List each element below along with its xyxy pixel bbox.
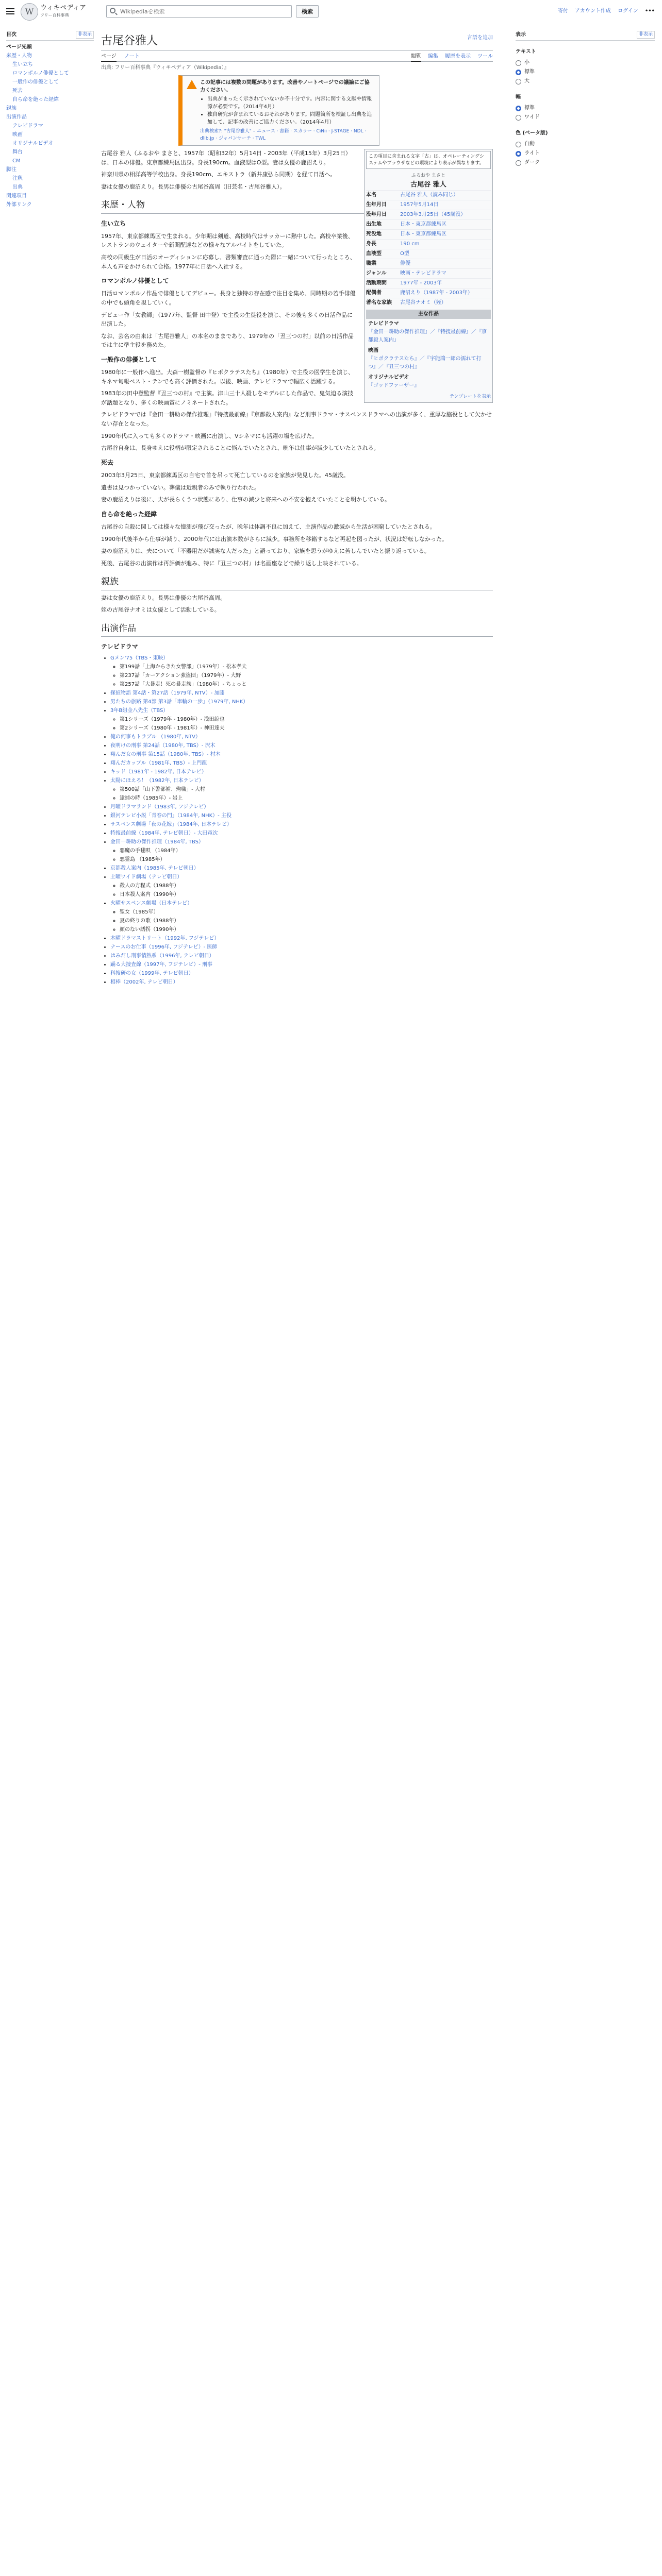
tv-work-title[interactable]: 科捜研の女（1999年, テレビ朝日）: [110, 971, 194, 977]
infobox-key: 本名: [366, 192, 376, 198]
infobox-row: [366, 219, 491, 229]
paragraph: 姪の古尾谷ナオミは女優として活動している。: [101, 606, 220, 614]
toc-item[interactable]: 注釈: [12, 176, 23, 181]
tv-work-subitem: ◦ 第2シリーズ（1980年 - 1981年）- 神田達夫: [120, 724, 493, 733]
site-header: [0, 0, 662, 27]
tv-work-subitem: ◦ 第1シリーズ（1979年 - 1980年）- 浅田諒也: [120, 715, 493, 724]
tv-work-title[interactable]: Gメン'75（TBS・東映）: [110, 655, 169, 662]
toc-item[interactable]: ロマンポルノ俳優として: [12, 71, 69, 76]
infobox-row: [366, 239, 491, 249]
infobox-key: 死没地: [366, 231, 382, 238]
tv-work-title[interactable]: キッド（1981年 - 1982年, 日本テレビ）: [110, 769, 207, 775]
infobox-row: [366, 229, 491, 239]
tv-work-title[interactable]: 土曜ワイド劇場（テレビ朝日）: [110, 874, 183, 880]
radio-label: 標準: [524, 105, 535, 111]
tagline: フリー百科事典: [40, 13, 69, 18]
tv-work-item: [110, 698, 493, 706]
paragraph: 妻の鹿沼えりは後に、夫が長らくうつ状態にあり、仕事の減少と将来への不安を抱えていたことを明かしている。: [101, 496, 390, 503]
tv-work-subitem: ◦ 殺人の方程式（1988年）: [120, 882, 493, 890]
tv-work-item: [110, 838, 493, 864]
infobox-key: 血液型: [366, 251, 382, 257]
radio-icon[interactable]: [516, 106, 521, 111]
tv-work-subitem: ◦ 逮捕の時（1985年）- 岩上: [120, 794, 493, 803]
tv-work-subitem: ◦ 第257話「大暴走！死の暴走族」（1980年）- ちょっと: [120, 680, 493, 689]
tab-edit[interactable]: 編集: [427, 54, 438, 59]
paragraph: 1957年、東京都練馬区で生まれる。少年期は剣道、高校時代はサッカーに熱中した。高校卒業後、レストランのウェイターや新聞配達などの様々なアルバイトをしていた。: [101, 232, 354, 249]
text-size-section: [516, 48, 655, 86]
color-option[interactable]: [516, 149, 655, 158]
toc-item[interactable]: 映画: [12, 132, 23, 138]
page-tabs: [101, 50, 493, 62]
infobox-value[interactable]: O型: [400, 251, 409, 257]
tv-works-list: [110, 654, 493, 987]
toc-item[interactable]: テレビドラマ: [12, 123, 43, 129]
toc-item[interactable]: CM: [12, 158, 21, 164]
radio-icon[interactable]: [516, 70, 521, 75]
radio-label: ライト: [524, 150, 540, 156]
infobox-value[interactable]: 俳優: [400, 261, 410, 267]
infobox-works-value[interactable]: 『金田一耕助の傑作推理』／『特捜最前線』／『京都殺人案内』: [368, 329, 487, 344]
toc-header: [6, 31, 94, 41]
infobox-value[interactable]: 日本・東京都練馬区: [400, 231, 446, 238]
tab-talk[interactable]: ノート: [124, 54, 140, 59]
page-title: 古尾谷雅人: [101, 32, 493, 50]
more-options-icon[interactable]: •••: [644, 8, 655, 14]
tv-work-item: [110, 776, 493, 803]
width-option[interactable]: [516, 113, 655, 122]
tv-work-subitem: ◦ 顔のない誘拐（1990年）: [120, 925, 493, 934]
wikipedia-logo-icon[interactable]: W: [21, 3, 38, 21]
tv-work-item: [110, 768, 493, 776]
tv-work-title[interactable]: サスペンス劇場「夜の花嫁」（1984年, 日本テレビ）: [110, 822, 232, 828]
radio-label: 自動: [524, 141, 535, 147]
tv-work-title[interactable]: 相棒（2002年, テレビ朝日）: [110, 979, 178, 986]
tab-read[interactable]: 閲覧: [411, 54, 421, 62]
paragraph: 高校の同級生が日活のオーディションに応募し、書類審査に通った際に一緒について行ったところ、本人も声をかけられて合格。1977年に日活へ入社する。: [101, 253, 356, 270]
infobox-value[interactable]: 日本・東京都練馬区: [400, 222, 446, 228]
intro-paragraph: 妻は女優の鹿沼えり。長男は俳優の古尾谷高周（旧芸名・古尾谷雅人）。: [101, 183, 286, 190]
toc-item[interactable]: オリジナルビデオ: [12, 141, 54, 146]
toc-item[interactable]: 来歴・人物: [6, 53, 32, 59]
tv-work-title[interactable]: 翔んだ女の刑事 第15話（1980年, TBS）- 村木: [110, 752, 221, 758]
intro-paragraph: 神奈川県の相洋高等学校出身。身長190cm、エキストラ（新井康弘ら同期）を経て日活へ。: [101, 171, 336, 178]
tv-work-title[interactable]: 火曜サスペンス劇場（日本テレビ）: [110, 901, 193, 907]
tv-work-title[interactable]: 金田一耕助の傑作推理（1984年, TBS）: [110, 839, 204, 845]
infobox-row: [366, 268, 491, 278]
tv-work-title[interactable]: 探偵物語 第4話・第27話（1979年, NTV）- 加藤: [110, 690, 225, 697]
paragraph: 1980年に一般作へ進出。大森一樹監督の『ヒポクラテスたち』（1980年）で主役の医学生を演じ、キネマ旬報ベスト・テンでも高く評価された。以後、映画、テレビドラマで幅広く活躍する。: [101, 369, 354, 385]
infobox-key: 配偶者: [366, 290, 382, 296]
toc-item[interactable]: 一般作の俳優として: [12, 79, 59, 85]
paragraph: テレビドラマでは『金田一耕助の傑作推理』『特捜最前線』『京都殺人案内』など刑事ドラマ・サスペンスドラマへの出演が多く、重厚な脇役として欠かせない存在となった。: [101, 411, 492, 428]
tv-work-item: [110, 759, 493, 768]
infobox-furigana: ふるおや まさと: [411, 173, 445, 179]
width-option[interactable]: [516, 104, 655, 113]
color-label: 色 (ベータ版): [516, 130, 548, 136]
infobox-rows: [366, 190, 491, 308]
paragraph: 1990年代後半から仕事が減り、2000年代には出演本数がさらに減少。事務所を移籍するなど再起を図ったが、状況は好転しなかった。: [101, 535, 448, 543]
tv-work-title[interactable]: 夜明けの刑事 第24話（1980年, TBS）- 沢木: [110, 743, 216, 749]
donate-link[interactable]: 寄付: [557, 8, 568, 14]
toc-item[interactable]: 出演作品: [6, 114, 27, 120]
infobox-key: 著名な家族: [366, 300, 392, 306]
radio-label: 大: [524, 78, 529, 84]
infobox-key: 出生地: [366, 222, 382, 228]
infobox-row: [366, 210, 491, 219]
toc-item[interactable]: ページ先頭: [6, 44, 32, 50]
section-heading-works: 出演作品: [101, 622, 493, 637]
create-account-link[interactable]: アカウント作成: [575, 8, 611, 14]
tab-tools[interactable]: ツール: [477, 54, 493, 59]
text-size-options: [516, 58, 655, 86]
tv-work-item: [110, 803, 493, 811]
toc-hide-button[interactable]: 非表示: [76, 31, 94, 39]
infobox-value[interactable]: 古尾谷 雅人（読み同じ）: [400, 192, 459, 198]
width-label: 幅: [516, 94, 521, 100]
tv-work-title[interactable]: 男たちの旅路 第4部 第3話「車輪の一歩」（1979年, NHK）: [110, 699, 249, 705]
appearance-panel: [516, 31, 655, 167]
tv-work-title[interactable]: 月曜ドラマランド（1983年, フジテレビ）: [110, 804, 209, 810]
search-input[interactable]: [119, 6, 289, 17]
section-heading-family: 親族: [101, 575, 493, 590]
table-of-contents: [6, 31, 94, 209]
infobox-key: 活動期間: [366, 280, 387, 286]
login-link[interactable]: ログイン: [618, 8, 638, 14]
notice-sources[interactable]: 出典検索?: "古尾谷雅人" – ニュース · 書籍 · スカラー · CiNii · J-STAGE · NDL · dlib.jp · ジャパンサーチ · TWL: [200, 129, 367, 141]
paragraph: 古尾谷の自殺に関しては様々な憶測が飛び交ったが、晩年は体調不良に加えて、主演作品の激減から生活が困窮していたとされる。: [101, 523, 436, 530]
infobox-works-key: 映画: [368, 348, 378, 354]
infobox-row: [366, 278, 491, 288]
tv-work-title[interactable]: 京都殺人案内（1985年, テレビ朝日）: [110, 866, 199, 872]
tv-work-subitem: ◦ 夏の終りの歌（1988年）: [120, 917, 493, 925]
tv-work-item: [110, 952, 493, 960]
infobox-name: 古尾谷 雅人: [410, 180, 446, 189]
infobox-works-group: [366, 372, 491, 391]
infobox-value[interactable]: 190 cm: [400, 241, 420, 247]
infobox-value[interactable]: 鹿沼えり（1987年 - 2003年）: [400, 290, 473, 296]
radio-label: ダーク: [524, 160, 540, 165]
color-option[interactable]: [516, 140, 655, 149]
warning-icon: [187, 80, 197, 89]
tab-page[interactable]: ページ: [101, 54, 117, 62]
radio-label: 標準: [524, 69, 535, 75]
tv-work-item: [110, 960, 493, 969]
section-heading-youth: 生い立ち: [101, 219, 126, 227]
width-options: [516, 104, 655, 122]
infobox-works: [366, 319, 491, 391]
tv-work-title[interactable]: 太陽にほえろ！（1982年, 日本テレビ）: [110, 778, 204, 784]
toc-title: 目次: [6, 32, 16, 38]
toc-item[interactable]: 自ら命を絶った経緯: [12, 97, 59, 103]
toc-item[interactable]: 舞台: [12, 149, 23, 155]
toc-item[interactable]: 関連項目: [6, 193, 27, 199]
tv-work-item: [110, 733, 493, 741]
tv-work-item: [110, 899, 493, 934]
tv-work-title[interactable]: ナースのお仕事（1996年, フジテレビ）- 医師: [110, 944, 218, 951]
section-heading-death: 死去: [101, 459, 114, 466]
appearance-hide-button[interactable]: 非表示: [637, 31, 655, 39]
tv-work-item: [110, 978, 493, 987]
toc-item[interactable]: 外部リンク: [6, 202, 32, 208]
section-heading-general: 一般作の俳優として: [101, 355, 157, 363]
infobox-row: [366, 190, 491, 200]
infobox-value[interactable]: 1957年5月14日: [400, 202, 439, 208]
tv-work-item: [110, 864, 493, 873]
infobox-row: [366, 288, 491, 298]
radio-icon[interactable]: [516, 142, 521, 147]
section-heading-suicide: 自ら命を絶った経緯: [101, 510, 157, 518]
tv-work-title[interactable]: はみだし刑事情熱系（1996年, テレビ朝日）: [110, 953, 214, 959]
appearance-header: [516, 31, 655, 41]
infobox-row: [366, 259, 491, 268]
paragraph: デビュー作「女教師」（1977年、監督 田中登）で主役の生徒役を演じ、その後も多くの日活作品に出演した。: [101, 311, 353, 328]
toc-item[interactable]: 死去: [12, 88, 23, 94]
article-body: [101, 149, 493, 987]
tv-work-item: [110, 811, 493, 820]
infobox-key: 没年月日: [366, 212, 387, 218]
text-size-option[interactable]: [516, 58, 655, 67]
tv-work-item: [110, 873, 493, 899]
tab-history[interactable]: 履歴を表示: [445, 54, 471, 59]
template-link[interactable]: テンプレートを表示: [449, 394, 491, 400]
appearance-title: 表示: [516, 32, 526, 38]
notice-lead: この記事には複数の問題があります。改善やノートページでの議論にご協力ください。: [200, 80, 370, 93]
radio-icon[interactable]: [516, 79, 521, 84]
infobox-works-key: テレビドラマ: [368, 321, 399, 327]
infobox-works-value[interactable]: 『ゴッドファーザー』: [368, 383, 420, 389]
tv-work-item: [110, 934, 493, 943]
infobox-value[interactable]: 1977年 - 2003年: [400, 280, 442, 286]
radio-label: 小: [524, 60, 529, 65]
infobox-row: [366, 249, 491, 259]
width-section: [516, 93, 655, 122]
infobox-works-group: [366, 319, 491, 346]
tv-work-subitem: ◦ 悪魔の手毬唄 （1984年）: [120, 846, 493, 855]
infobox-key: ジャンル: [366, 270, 387, 277]
infobox-row: [366, 298, 491, 308]
search-icon: [110, 8, 115, 13]
tv-work-subitem: ◦ 第500話「山下警部補、殉職」- 大村: [120, 785, 493, 794]
toc-item[interactable]: 出典: [12, 184, 23, 190]
paragraph: 死後、古尾谷の出演作は再評価が進み、特に『丑三つの村』は名画座などで繰り返し上映されている。: [101, 560, 362, 567]
toc-list: [6, 43, 94, 209]
tv-work-title[interactable]: 銀河テレビ小説「青春の門」（1984年, NHK）- 主役: [110, 813, 231, 819]
search-box: [106, 5, 292, 18]
tv-work-title[interactable]: 俺の何事もトラブル （1980年, NTV）: [110, 734, 201, 740]
infobox-key: 生年月日: [366, 202, 387, 208]
wordmark[interactable]: ウィキペディア: [40, 4, 87, 12]
tv-work-subitem: ◦ 日本殺人案内（1990年）: [120, 890, 493, 899]
paragraph: 2003年3月25日、東京都練馬区の自宅で首を吊って死亡しているのを家族が発見した。45歳没。: [101, 472, 349, 479]
infobox-works-group: [366, 346, 491, 372]
infobox-works-key: オリジナルビデオ: [368, 375, 409, 381]
tv-work-item: [110, 689, 493, 698]
text-size-option[interactable]: [516, 67, 655, 77]
paragraph: 遺書は見つかっていない。葬儀は近親者のみで執り行われた。: [101, 484, 260, 491]
main-menu-icon[interactable]: [6, 8, 14, 14]
tv-work-subitem: ◦ 第199話「上海からきた女警部」（1979年）- 松本孝夫: [120, 663, 493, 671]
color-options: [516, 140, 655, 167]
radio-icon[interactable]: [516, 151, 521, 157]
tv-work-subitem: ◦ 悪霊島 （1985年）: [120, 855, 493, 864]
radio-icon[interactable]: [516, 60, 521, 66]
tv-work-item: [110, 741, 493, 750]
paragraph: 1990年代に入っても多くのドラマ・映画に出演し、Vシネマにも活躍の場を広げた。: [101, 432, 318, 439]
infobox-value[interactable]: 映画・テレビドラマ: [400, 270, 446, 277]
paragraph: 妻は女優の鹿沼えり。長男は俳優の古尾谷高周。: [101, 594, 226, 601]
section-heading-tv: テレビドラマ: [101, 642, 138, 650]
infobox-works-value[interactable]: 『ヒポクラテスたち』／『宇能鴻一郎の濡れて打つ』／『丑三つの村』: [368, 356, 482, 370]
tv-work-title[interactable]: 特捜最前線（1984年, テレビ朝日）- 大田竜次: [110, 831, 218, 837]
tv-work-item: [110, 820, 493, 829]
tv-work-item: [110, 706, 493, 733]
paragraph: 古尾谷自身は、長身ゆえに役柄が限定されることに悩んでいたとされ、晩年は仕事が減少していたとされる。: [101, 445, 379, 452]
text-size-option[interactable]: [516, 77, 655, 86]
infobox-works-head: 主な作品: [366, 310, 491, 319]
user-links: [553, 7, 655, 15]
infobox-key: 職業: [366, 261, 376, 267]
tv-work-item: [110, 969, 493, 978]
language-button[interactable]: 言語を追加: [467, 35, 493, 41]
tv-work-title[interactable]: 3年B組金八先生（TBS）: [110, 708, 169, 714]
from-line: 出典: フリー百科事典『ウィキペディア（Wikipedia）』: [101, 65, 229, 71]
tv-work-item: [110, 943, 493, 952]
tv-work-subitem: ◦ 聖女（1985年）: [120, 908, 493, 917]
main-content: [101, 27, 493, 988]
tv-work-subitem: ◦ 第237話「カーアクション強盗団」（1979年）- 大野: [120, 671, 493, 680]
tv-work-title[interactable]: 翔んだカップル（1981年, TBS）- 上門龍: [110, 760, 207, 767]
search-button[interactable]: 検索: [296, 5, 319, 18]
tv-work-item: [110, 654, 493, 689]
paragraph: 日活ロマンポルノ作品で俳優としてデビュー。長身と独特の存在感で注目を集め、同時期の若手俳優の中でも頭角を現していく。: [101, 290, 356, 306]
text-size-label: テキスト: [516, 49, 536, 55]
infobox-row: [366, 200, 491, 210]
color-option[interactable]: [516, 158, 655, 167]
infobox: [364, 149, 493, 403]
paragraph: 妻の鹿沼えりは、夫について「不器用だが誠実な人だった」と語っており、家族を思うがゆえに苦しんでいたと振り返っている。: [101, 548, 430, 555]
tv-work-item: [110, 829, 493, 838]
infobox-note: この項目に含まれる文字「古」は、オペレーティングシステムやブラウザなどの環境により表示が異なります。: [366, 151, 491, 169]
tv-work-title[interactable]: 木曜ドラマストリート（1992年, フジテレビ）: [110, 936, 220, 942]
paragraph: 1983年の田中登監督『丑三つの村』で主演。津山三十人殺しをモデルにした作品で、鬼気迫る演技が話題となり、多くの映画賞にノミネートされた。: [101, 390, 354, 406]
infobox-value[interactable]: 2003年3月25日（45歳没）: [400, 212, 466, 218]
paragraph: なお、芸名の由来は「古尾谷雅人」の本名のままであり、1979年の「丑三つの村」以前の日活作品では主に準主役を務めた。: [101, 332, 354, 349]
notice-item: • 出典がまったく示されていないか不十分です。内容に関する文献や情報源が必要です。（2014年4月）: [207, 95, 374, 111]
maintenance-notice: [178, 75, 379, 146]
notice-item: • 独自研究が含まれているおそれがあります。問題箇所を検証し出典を追加して、記事の改善にご協力ください。（2014年4月）: [207, 111, 374, 126]
intro-paragraph: 古尾谷 雅人（ふるおや まさと、1957年（昭和32年）5月14日 - 2003年（平成15年）3月25日）は、日本の俳優。東京都練馬区出身。身長190cm。血液型はO型。妻は女優の鹿沼えり。: [101, 150, 351, 166]
section-heading-roman: ロマンポルノ俳優として: [101, 277, 169, 285]
toc-item[interactable]: 生い立ち: [12, 62, 33, 67]
color-section: [516, 129, 655, 167]
section-heading-bio: 来歴・人物: [101, 198, 493, 213]
toc-item[interactable]: 親族: [6, 106, 16, 111]
radio-label: ワイド: [524, 114, 540, 120]
infobox-key: 身長: [366, 241, 376, 247]
radio-icon[interactable]: [516, 160, 521, 166]
radio-icon[interactable]: [516, 115, 521, 121]
tv-work-item: [110, 750, 493, 759]
toc-item[interactable]: 脚注: [6, 167, 16, 173]
tv-work-title[interactable]: 踊る大捜査線（1997年, フジテレビ）- 刑事: [110, 962, 212, 968]
infobox-value[interactable]: 古尾谷ナオミ（姪）: [400, 300, 446, 306]
